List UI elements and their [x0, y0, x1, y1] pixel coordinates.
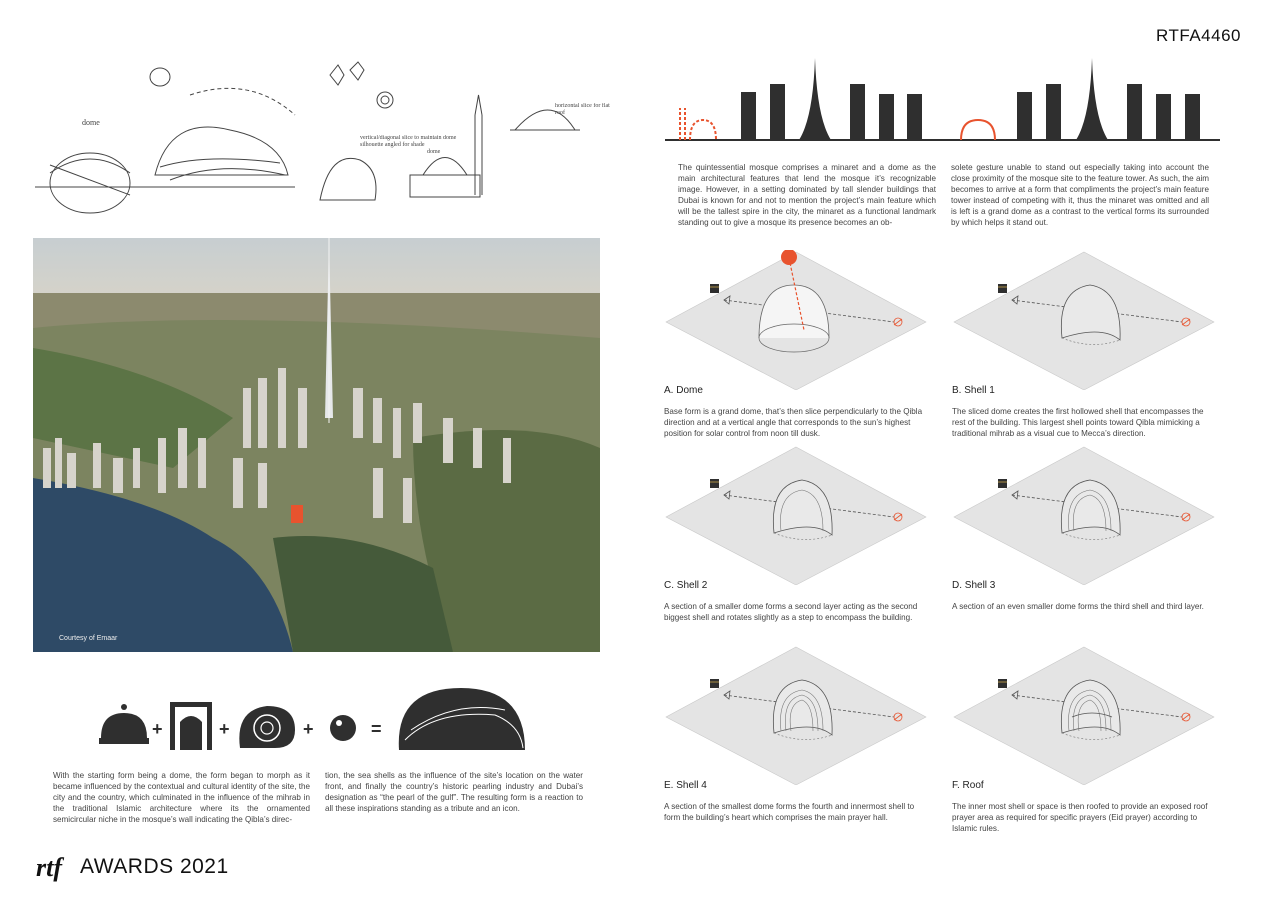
- diagram-description: A section of the smallest dome forms the fourth and innermost shell to form the building’s heart which comprises the main prayer hall.: [664, 802, 915, 822]
- skyline-diagram: [665, 58, 1220, 153]
- aerial-render: [33, 238, 600, 652]
- minaret-dome-outline: [680, 108, 716, 140]
- sketch-label-horizontal: horizontal slice for flat roof: [555, 103, 610, 116]
- diagram-description: The sliced dome creates the first hollowed shell that encompasses the rest of the building. This largest shell points toward Qibla mimicking a traditional mihrab as a visual cue to Mecca’s direction.: [952, 407, 1204, 438]
- project-code: RTFA4460: [1156, 26, 1241, 45]
- diagram-description: A section of an even smaller dome forms the third shell and third layer.: [952, 602, 1204, 611]
- right-text-col1: The quintessential mosque comprises a minaret and a dome as the main architectural features that lend the mosque it’s recognizable image. However, in a setting dominated by tall slender buildings that Dubai is known for and not to mention the project’s main feature which will be the tallest spire in the city, the minaret as a functional landmark standing out to give a mosque its presence becomes an ob-: [678, 163, 936, 227]
- diagram-description: Base form is a grand dome, that’s then slice perpendicularly to the Qibla direction and at a vertical angle that corresponds to the sun’s highest position for solar control from noon till dusk.: [664, 407, 923, 438]
- diagram-title: D. Shell 3: [952, 580, 996, 591]
- diagram-title: A. Dome: [664, 385, 703, 396]
- shell-diagram: [952, 645, 1217, 785]
- shell-diagram: [664, 250, 929, 390]
- plus-sign: +: [152, 719, 163, 739]
- shell-diagram: [952, 250, 1217, 390]
- concept-sketches: [30, 55, 610, 225]
- diagram-title: B. Shell 1: [952, 385, 995, 396]
- shell-diagram: [664, 445, 929, 585]
- skyline-towers-right: [1017, 58, 1200, 140]
- skyline-towers-left: [741, 58, 922, 140]
- sketch-label-dome2: dome: [427, 149, 441, 155]
- diagram-description: A section of a smaller dome forms a second layer acting as the second biggest shell and rotates slightly as a step to encompass the building.: [664, 602, 918, 622]
- sketch-label-vertical: vertical/diagonal slice to maintain dome silhouette angled for shade: [360, 135, 457, 148]
- plus-sign: +: [303, 719, 314, 739]
- inspiration-formula: [95, 680, 535, 760]
- pearl-icon: [330, 715, 356, 741]
- image-credit: Courtesy of Emaar: [59, 635, 118, 642]
- rtf-logo-icon: [36, 852, 72, 882]
- mosque-form-icon: [399, 688, 525, 750]
- svg-text:rtf: rtf: [36, 853, 62, 882]
- right-text-col2: solete gesture unable to stand out especially taking into account the close proximity of the mosque site to the feature tower. As such, the aim becomes to arrive at a form that compliments the project’s main feature tower instead of competing with it, thus the minaret was omitted and all is left is a grand dome as a contrast to the vertical forms its surrounded by which helps it stand out.: [951, 163, 1209, 227]
- left-text-col1: With the starting form being a dome, the form began to morph as it became influenced by the contextual and cultural identity of the site, the city and the country, which culminated in the influence of the mihrab in the traditional Islamic architecture where its the ornamented semicircular niche in the mosque’s wall indicating the Qibla’s direc-: [53, 771, 310, 824]
- seashell-icon: [239, 706, 295, 748]
- mihrab-icon: [170, 702, 212, 750]
- footer-logo: [36, 850, 229, 884]
- diagram-title: E. Shell 4: [664, 780, 707, 791]
- diagram-title: C. Shell 2: [664, 580, 708, 591]
- shell-diagram: [952, 445, 1217, 585]
- sketch-label-dome: dome: [82, 118, 100, 127]
- plus-sign: +: [219, 719, 230, 739]
- left-text-col2: tion, the sea shells as the influence of the site’s location on the water front, and finally the country’s historic pearling industry and Dubai’s designation as “the pearl of the gulf”. The resulting form is a reaction to all these inspirations standing as a tribute and an icon.: [325, 771, 583, 813]
- aerial-image: [33, 238, 600, 652]
- awards-title: AWARDS 2021: [80, 855, 229, 878]
- dome-outline: [961, 120, 995, 140]
- equals-sign: =: [371, 719, 382, 739]
- dome-icon: [99, 704, 149, 744]
- shell-diagram: [664, 645, 929, 785]
- diagram-description: The inner most shell or space is then roofed to provide an exposed roof prayer area as required for specific prayers (Eid prayer) according to Islamic rules.: [952, 802, 1208, 833]
- diagram-title: F. Roof: [952, 780, 984, 791]
